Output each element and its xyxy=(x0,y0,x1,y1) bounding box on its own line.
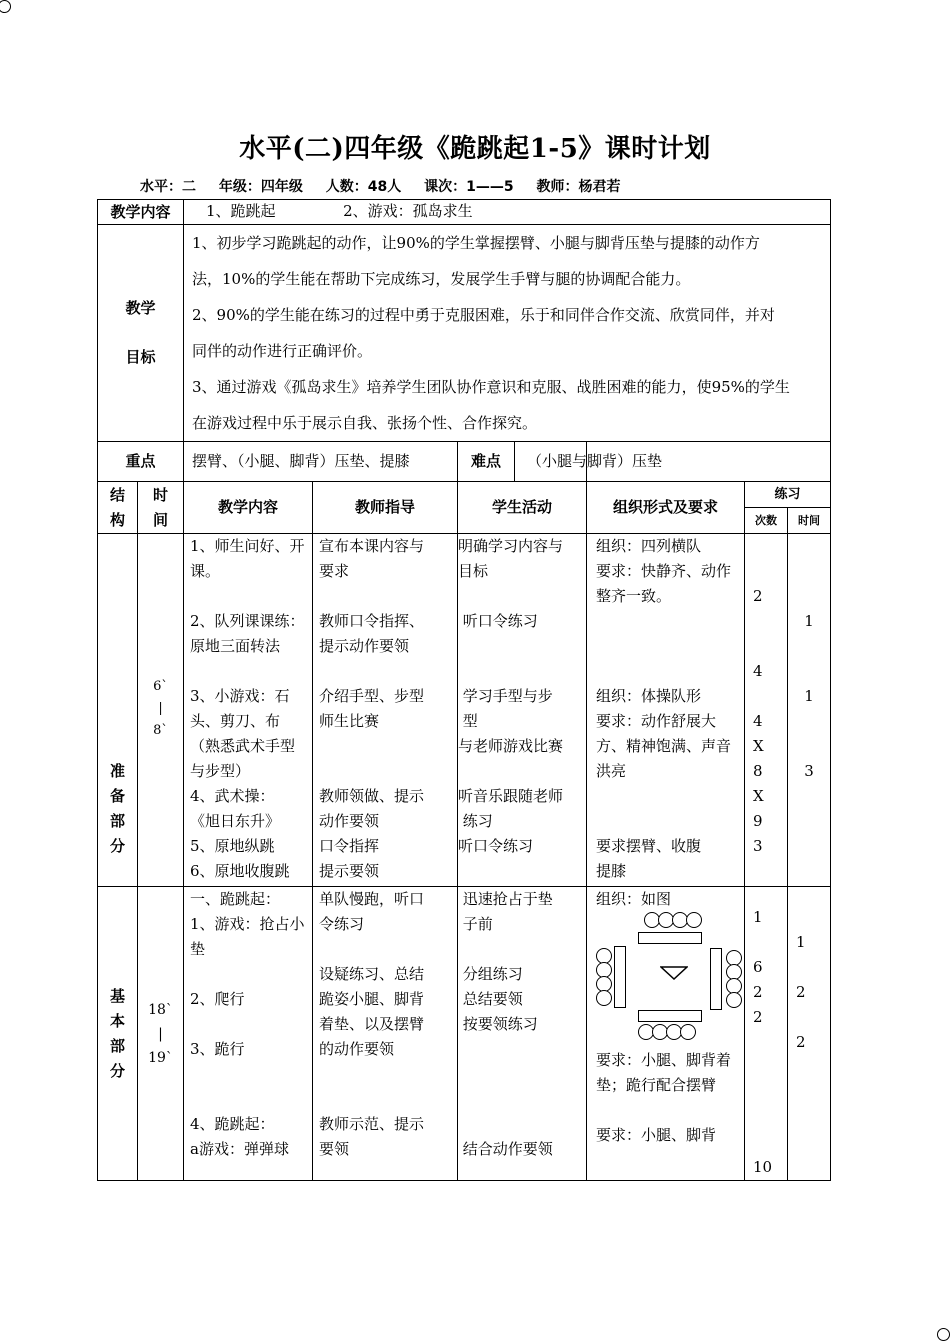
basic-time xyxy=(138,887,184,1181)
col-duration: 时间 xyxy=(788,508,831,534)
prep-student-line xyxy=(458,634,586,659)
col-structure xyxy=(98,482,138,534)
prep-org-line: 要求：动作舒展大 xyxy=(596,712,717,730)
hard-text xyxy=(527,442,831,482)
key-label: 重点 xyxy=(98,442,184,482)
basic-student-line xyxy=(458,1037,586,1062)
basic-duration-line: 2 xyxy=(796,983,806,1001)
basic-content-line xyxy=(190,1062,306,1087)
col-time xyxy=(138,482,184,534)
basic-content-line xyxy=(190,1012,306,1037)
prep-org-line xyxy=(596,609,738,634)
prep-content-line: 3、小游戏：石 xyxy=(190,687,290,705)
prep-student-line: 学习手型与步 xyxy=(458,687,553,705)
prep-teacher-line: 提示要领 xyxy=(319,862,380,880)
info-level: 水平：二 xyxy=(140,179,196,195)
prep-duration-line xyxy=(788,809,830,834)
prep-section-row xyxy=(98,534,831,887)
hard-label-text: 难点 xyxy=(458,442,515,481)
basic-times-line: 10 xyxy=(753,1158,773,1176)
basic-teacher-line: 设疑练习、总结 xyxy=(319,965,425,983)
prep-duration-line xyxy=(788,559,830,584)
basic-duration xyxy=(788,887,831,1181)
prep-content-line: 4、武术操： xyxy=(190,787,275,805)
prep-duration-line xyxy=(788,784,830,809)
basic-times-line xyxy=(753,887,787,905)
mat-bar-right xyxy=(710,948,722,1010)
goals-label xyxy=(98,225,184,442)
prep-time-line: 8` xyxy=(153,723,168,738)
basic-content-line: 一、跪跳起： xyxy=(190,890,281,908)
mat-ball-icon xyxy=(726,992,742,1008)
basic-student xyxy=(458,887,587,1181)
basic-duration-line xyxy=(796,1105,830,1130)
basic-time-line: 19` xyxy=(148,1049,173,1066)
mat-ball-icon xyxy=(680,1024,696,1040)
key-text: 摆臂、（小腿、脚背）压垫、提膝 xyxy=(184,442,458,482)
info-lessons: 课次：1——5 xyxy=(424,179,514,195)
goal-line: 1、初步学习跪跳起的动作，让90%的学生掌握摆臂、小腿与脚背压垫与提膝的动作方 xyxy=(192,234,760,252)
basic-duration-line xyxy=(796,955,830,980)
prep-content-line: 2、队列课课练： xyxy=(190,612,305,630)
prep-content-line xyxy=(190,659,306,684)
basic-teacher xyxy=(313,887,458,1181)
basic-content-line: 1、游戏：抢占小 xyxy=(190,915,305,933)
mat-ball-icon xyxy=(596,990,612,1006)
prep-time-line: | xyxy=(158,701,163,716)
prep-student-line: 听口令练习 xyxy=(458,837,534,855)
formation-diagram xyxy=(598,916,748,1026)
prep-duration-line: 3 xyxy=(804,762,814,780)
basic-time-line: | xyxy=(158,1025,163,1042)
prep-content-line: 课。 xyxy=(190,562,221,580)
basic-student-line xyxy=(458,1112,586,1137)
basic-times-line: 1 xyxy=(753,908,763,926)
info-grade: 年级：四年级 xyxy=(218,179,303,195)
basic-student-line: 子前 xyxy=(458,915,493,933)
goals-label-2: 目标 xyxy=(125,348,156,366)
basic-teacher-line: 着垫、以及摆臂 xyxy=(319,1015,425,1033)
prep-teacher-line: 师生比赛 xyxy=(319,712,380,730)
prep-org-line: 要求：快静齐、动作 xyxy=(596,562,732,580)
basic-teacher-line: 要领 xyxy=(319,1140,350,1158)
teacher-triangle-icon xyxy=(660,966,688,980)
basic-times-line xyxy=(753,1055,787,1080)
basic-student-line: 总结要领 xyxy=(458,990,523,1008)
basic-content-line: 2、爬行 xyxy=(190,990,245,1008)
prep-student-line xyxy=(458,659,586,684)
column-header-row xyxy=(98,482,831,508)
prep-section-label xyxy=(98,534,138,887)
mat-bar-top xyxy=(638,932,702,944)
prep-teacher-line xyxy=(319,584,451,609)
prep-times-line: 8 xyxy=(753,762,763,780)
prep-teacher-line: 教师口令指挥、 xyxy=(319,612,425,630)
basic-section-label xyxy=(98,887,138,1181)
key-points-row xyxy=(98,442,831,482)
goals-label-1: 教学 xyxy=(125,299,156,317)
basic-times-line xyxy=(753,930,787,955)
prep-duration-line xyxy=(788,659,830,684)
col-structure-2: 构 xyxy=(109,510,125,529)
prep-content-line: 6、原地收腹跳 xyxy=(190,862,290,880)
lesson-info-line xyxy=(140,176,638,196)
prep-duration-line xyxy=(788,634,830,659)
basic-times-line: 2 xyxy=(753,1008,763,1026)
prep-org-line: 洪亮 xyxy=(596,762,627,780)
basic-content xyxy=(184,887,313,1181)
prep-content-line: 1、师生问好、开 xyxy=(190,537,305,555)
prep-time-line: 6` xyxy=(153,679,168,694)
basic-teacher-line: 的动作要领 xyxy=(319,1040,395,1058)
content-label: 教学内容 xyxy=(98,200,184,225)
prep-times-line xyxy=(753,559,787,584)
prep-times-line: 9 xyxy=(753,812,763,830)
basic-student-line: 按要领练习 xyxy=(458,1015,538,1033)
basic-teacher-line: 单队慢跑，听口 xyxy=(319,890,425,908)
prep-student-line: 练习 xyxy=(458,812,493,830)
prep-content-line: 头、剪刀、布 xyxy=(190,712,281,730)
prep-student-line: 型 xyxy=(458,712,478,730)
basic-times xyxy=(745,887,788,1181)
prep-content-line: 《旭日东升》 xyxy=(190,812,281,830)
basic-times-line xyxy=(753,1080,787,1105)
prep-times-line: X xyxy=(753,787,764,805)
prep-section-char: 备 xyxy=(109,787,125,805)
prep-org-line: 方、精神饱满、声音 xyxy=(596,737,732,755)
prep-duration-line xyxy=(788,709,830,734)
basic-section-char: 分 xyxy=(109,1061,125,1080)
col-time-1: 时 xyxy=(153,485,169,504)
basic-duration-line: 2 xyxy=(796,1033,806,1051)
prep-times-line: 4 xyxy=(753,662,763,680)
prep-org-line xyxy=(596,634,738,659)
prep-org xyxy=(587,534,745,887)
prep-duration-line xyxy=(788,834,830,859)
basic-section-char: 部 xyxy=(109,1036,125,1055)
basic-duration-line: 1 xyxy=(796,933,806,951)
prep-content-line: 原地三面转法 xyxy=(190,637,281,655)
prep-section-char: 分 xyxy=(109,837,125,855)
basic-times-line xyxy=(753,1130,787,1155)
prep-org-line: 整齐一致。 xyxy=(596,587,672,605)
basic-times-line xyxy=(753,1030,787,1055)
basic-teacher-line: 令练习 xyxy=(319,915,365,933)
basic-teacher-line: 跪姿小腿、脚背 xyxy=(319,990,425,1008)
prep-teacher-line: 教师领做、提示 xyxy=(319,787,425,805)
basic-content-line: 垫 xyxy=(190,940,206,958)
prep-student xyxy=(458,534,587,887)
prep-teacher-line: 介绍手型、步型 xyxy=(319,687,425,705)
prep-teacher-line xyxy=(319,734,451,759)
content-items xyxy=(184,200,831,225)
prep-student-line xyxy=(458,859,586,884)
basic-teacher-line: 教师示范、提示 xyxy=(319,1115,425,1133)
basic-duration-line xyxy=(796,1130,830,1155)
basic-content-line xyxy=(190,1087,306,1112)
prep-org-line: 组织：体操队形 xyxy=(596,687,702,705)
mat-bar-left xyxy=(614,946,626,1008)
basic-times-line: 6 xyxy=(753,958,763,976)
goal-line: 在游戏过程中乐于展示自我、张扬个性、合作探究。 xyxy=(192,414,538,432)
prep-times-line xyxy=(753,609,787,634)
basic-time-line: 18` xyxy=(148,1001,173,1018)
basic-duration-line xyxy=(796,1055,830,1080)
prep-duration-line xyxy=(788,584,830,609)
col-practice: 练习 xyxy=(745,482,831,508)
col-structure-1: 结 xyxy=(109,485,125,504)
basic-section-char: 基 xyxy=(109,986,125,1005)
content-row xyxy=(98,200,831,225)
prep-content-line xyxy=(190,584,306,609)
prep-student-line: 与老师游戏比赛 xyxy=(458,737,564,755)
prep-times-line: 4 xyxy=(753,712,763,730)
basic-org-line: 要求：小腿、脚背着 xyxy=(596,1051,732,1069)
prep-times-line: X xyxy=(753,737,764,755)
goals-text xyxy=(184,225,831,442)
basic-student-line: 结合动作要领 xyxy=(458,1140,553,1158)
col-times: 次数 xyxy=(745,508,788,534)
goal-line: 2、90%的学生能在练习的过程中勇于克服困难，乐于和同伴合作交流、欣赏同伴，并对 xyxy=(192,306,775,324)
content-item-2: 2、游戏：孤岛求生 xyxy=(343,202,473,220)
corner-mark-top-left xyxy=(0,0,11,13)
info-count: 人数：48人 xyxy=(325,179,402,195)
prep-org-line: 要求摆臂、收腹 xyxy=(596,837,702,855)
prep-times xyxy=(745,534,788,887)
prep-duration-line: 1 xyxy=(804,612,814,630)
mat-bar-bottom xyxy=(638,1010,702,1022)
basic-student-line xyxy=(458,1062,586,1087)
prep-content-line: 5、原地纵跳 xyxy=(190,837,275,855)
prep-teacher-line: 要求 xyxy=(319,562,350,580)
basic-duration-line xyxy=(796,1005,830,1030)
basic-student-line xyxy=(458,937,586,962)
lesson-plan-table xyxy=(97,199,831,1181)
basic-times-line xyxy=(753,1105,787,1130)
prep-teacher-line: 口令指挥 xyxy=(319,837,380,855)
col-content: 教学内容 xyxy=(184,482,313,534)
hard-text-value: （小腿与脚背）压垫 xyxy=(527,452,663,470)
prep-teacher-line xyxy=(319,659,451,684)
prep-duration-line xyxy=(788,734,830,759)
goal-line: 3、通过游戏《孤岛求生》培养学生团队协作意识和克服、战胜困难的能力，使95%的学生 xyxy=(192,378,790,396)
prep-teacher xyxy=(313,534,458,887)
basic-student-line: 分组练习 xyxy=(458,965,523,983)
content-item-1: 1、跪跳起 xyxy=(206,202,276,220)
prep-teacher-line: 动作要领 xyxy=(319,812,380,830)
basic-org xyxy=(587,887,745,1181)
col-student: 学生活动 xyxy=(458,482,587,534)
basic-content-line: 4、跪跳起： xyxy=(190,1115,275,1133)
basic-duration-line xyxy=(796,887,830,905)
basic-student-line xyxy=(458,1087,586,1112)
prep-student-line xyxy=(458,584,586,609)
mat-ball-icon xyxy=(686,912,702,928)
prep-org-line: 提膝 xyxy=(596,862,627,880)
col-org: 组织形式及要求 xyxy=(587,482,745,534)
prep-duration-line: 1 xyxy=(804,687,814,705)
basic-section-row xyxy=(98,887,831,1181)
prep-student-line: 听口令练习 xyxy=(458,612,538,630)
basic-org-line: 要求：小腿、脚背 xyxy=(596,1126,717,1144)
prep-student-line: 听音乐跟随老师 xyxy=(458,787,564,805)
basic-teacher-line xyxy=(319,937,451,962)
goal-line: 法，10%的学生能在帮助下完成练习，发展学生手臂与腿的协调配合能力。 xyxy=(192,270,691,288)
prep-times-line xyxy=(753,634,787,659)
prep-teacher-line: 提示动作要领 xyxy=(319,637,410,655)
prep-org-line xyxy=(596,784,738,809)
prep-duration-line xyxy=(788,534,830,559)
corner-mark-bottom-right xyxy=(937,1328,950,1341)
basic-org-line: 垫；跪行配合摆臂 xyxy=(596,1076,717,1094)
prep-times-line: 3 xyxy=(753,837,763,855)
prep-section-char: 准 xyxy=(109,762,125,780)
page-title: 水平(二)四年级《跪跳起1-5》课时计划 xyxy=(239,134,711,164)
basic-duration-line xyxy=(796,905,830,930)
prep-student-line xyxy=(458,759,586,784)
prep-times-line xyxy=(753,684,787,709)
goals-row xyxy=(98,225,831,442)
prep-student-line: 明确学习内容与 xyxy=(458,537,564,555)
prep-duration xyxy=(788,534,831,887)
prep-teacher-line xyxy=(319,759,451,784)
col-time-2: 间 xyxy=(153,510,169,529)
info-teacher: 教师：杨君若 xyxy=(536,179,621,195)
basic-content-line: 3、跪行 xyxy=(190,1040,245,1058)
basic-student-line: 迅速抢占于垫 xyxy=(458,890,553,908)
prep-time xyxy=(138,534,184,887)
basic-content-line: a游戏：弹弹球 xyxy=(190,1140,289,1158)
basic-section-char: 本 xyxy=(109,1011,125,1030)
basic-content-line xyxy=(190,962,306,987)
basic-org-line xyxy=(596,1098,738,1123)
basic-teacher-line xyxy=(319,1087,451,1112)
prep-teacher-line: 宣布本课内容与 xyxy=(319,537,425,555)
prep-org-line: 组织：四列横队 xyxy=(596,537,702,555)
basic-teacher-line xyxy=(319,1062,451,1087)
basic-duration-line xyxy=(796,1080,830,1105)
basic-org-top: 组织：如图 xyxy=(596,890,672,908)
prep-content-line: 与步型） xyxy=(190,762,251,780)
prep-content xyxy=(184,534,313,887)
goal-line: 同伴的动作进行正确评价。 xyxy=(192,342,373,360)
prep-org-line xyxy=(596,809,738,834)
basic-times-line: 2 xyxy=(753,983,763,1001)
prep-org-line xyxy=(596,659,738,684)
prep-times-line: 2 xyxy=(753,587,763,605)
prep-section-char: 部 xyxy=(109,812,125,830)
prep-times-line xyxy=(753,534,787,559)
col-teacher: 教师指导 xyxy=(313,482,458,534)
prep-student-line: 目标 xyxy=(458,562,489,580)
prep-content-line: （熟悉武术手型 xyxy=(190,737,296,755)
